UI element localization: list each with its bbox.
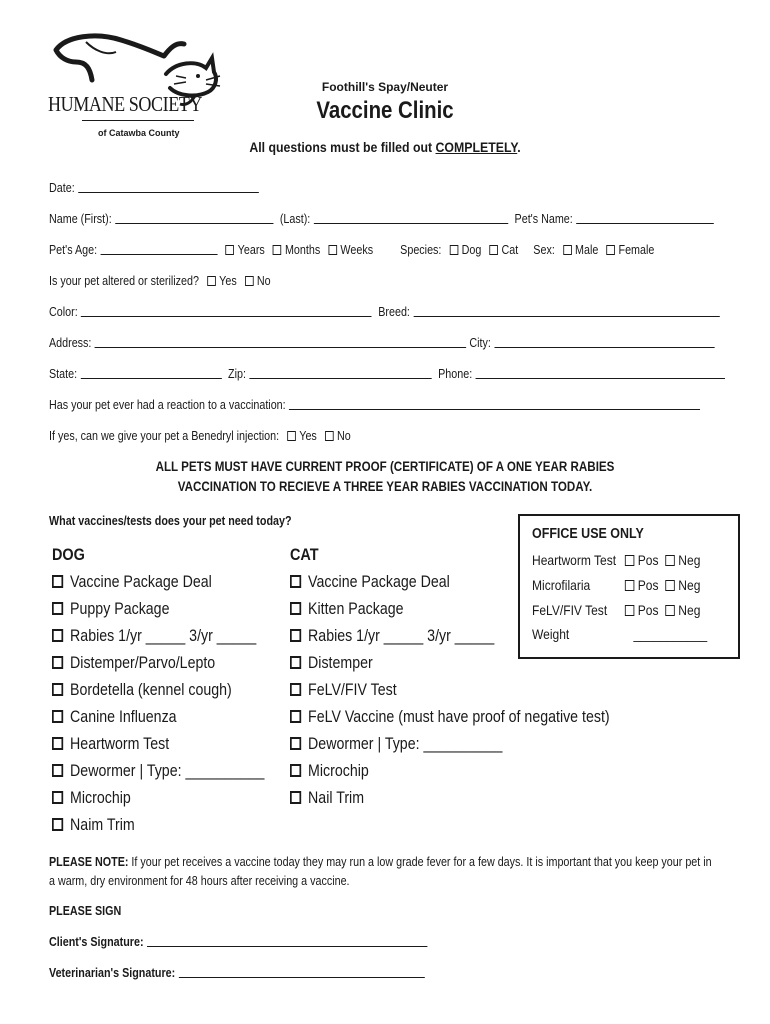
dog-vaccine-package-checkbox[interactable] (52, 575, 63, 588)
color-label: Color: (49, 305, 78, 319)
please-note-text: If your pet receives a vaccine today they may run a low grade fever for a few days. It is important that you keep your pet in a warm, dry environment for 48 hours after receiving a vaccine. (49, 855, 712, 888)
cat-item-label: FeLV/FIV Test (308, 681, 397, 699)
weeks-label: Weeks (340, 243, 374, 257)
vet-signature-label: Veterinarian's Signature: (49, 966, 176, 980)
date-label: Date: (49, 181, 75, 195)
dog-item-label: Heartworm Test (70, 735, 170, 753)
species-label: Species: (400, 243, 442, 257)
dog-rabies-checkbox[interactable] (52, 629, 63, 642)
vaccines-question: What vaccines/tests does your pet need today? (49, 514, 292, 528)
date-row (49, 181, 259, 195)
color-row (49, 305, 720, 319)
zip-field[interactable] (249, 367, 431, 379)
instructions-end: . (517, 139, 521, 155)
office-row (532, 552, 700, 568)
microfilaria-neg-checkbox[interactable] (665, 580, 674, 591)
benedryl-no-label: No (337, 429, 351, 443)
felv-vaccine-checkbox[interactable] (290, 710, 301, 723)
altered-no-label: No (256, 274, 271, 288)
neg-label: Neg (678, 602, 701, 618)
last-name-label: (Last): (279, 212, 311, 226)
dog-item (52, 573, 212, 592)
dog-item (52, 654, 215, 673)
cat-checkbox[interactable] (489, 245, 498, 255)
office-row-label: Microfilaria (532, 577, 591, 593)
cat-item (290, 600, 404, 619)
canine-influenza-checkbox[interactable] (52, 710, 63, 723)
cat-item-label: Distemper (308, 654, 373, 672)
pet-name-label: Pet's Name: (514, 212, 573, 226)
months-checkbox[interactable] (273, 245, 282, 255)
cat-distemper-checkbox[interactable] (290, 656, 301, 669)
dog-item (52, 735, 169, 754)
cat-microchip-checkbox[interactable] (290, 764, 301, 777)
male-label: Male (575, 243, 599, 257)
altered-yes-checkbox[interactable] (207, 276, 216, 286)
benedryl-label: If yes, can we give your pet a Benedryl injection: (49, 429, 280, 443)
heartworm-neg-checkbox[interactable] (665, 555, 674, 566)
please-note (49, 853, 720, 891)
cat-dewormer-checkbox[interactable] (290, 737, 301, 750)
address-field[interactable] (95, 336, 467, 348)
dog-item-label: Microchip (70, 789, 131, 807)
vet-signature-field[interactable] (179, 966, 425, 978)
male-checkbox[interactable] (563, 245, 572, 255)
dog-item-label: Rabies 1/yr _____ 3/yr _____ (70, 627, 257, 645)
state-label: State: (49, 367, 78, 381)
pet-age-label: Pet's Age: (49, 243, 98, 257)
pet-name-field[interactable] (576, 212, 714, 224)
weeks-checkbox[interactable] (328, 245, 337, 255)
vet-signature-row (49, 966, 425, 980)
instructions-emphasis: COMPLETELY (435, 139, 518, 155)
clinic-subtitle: Foothill's Spay/Neuter (321, 80, 449, 94)
first-name-label: Name (First): (49, 212, 112, 226)
office-row (532, 626, 707, 642)
cat-item (290, 735, 502, 754)
dog-checkbox[interactable] (450, 245, 459, 255)
instructions (46, 139, 724, 155)
dog-item (52, 627, 256, 646)
address-row (49, 336, 714, 350)
cat-item-label: Microchip (308, 762, 369, 780)
breed-label: Breed: (378, 305, 410, 319)
office-use-heading: OFFICE USE ONLY (532, 526, 644, 542)
cat-item (290, 708, 610, 727)
microfilaria-pos-checkbox[interactable] (625, 580, 634, 591)
dog-item-label: Distemper/Parvo/Lepto (70, 654, 216, 672)
weight-label: Weight (532, 626, 570, 642)
cat-item-label: Dewormer | Type: __________ (308, 735, 503, 753)
female-label: Female (618, 243, 655, 257)
years-checkbox[interactable] (226, 245, 235, 255)
reaction-row (49, 398, 700, 412)
altered-label: Is your pet altered or sterilized? (49, 274, 199, 288)
cat-item (290, 654, 373, 673)
office-row (532, 602, 700, 618)
cat-item-label: Nail Trim (308, 789, 365, 807)
dog-microchip-checkbox[interactable] (52, 791, 63, 804)
weight-field[interactable]: ___________ (633, 626, 708, 642)
dog-item-label: Vaccine Package Deal (70, 573, 212, 591)
pet-age-field[interactable] (101, 243, 218, 255)
altered-row (49, 274, 271, 288)
felv-fiv-pos-checkbox[interactable] (625, 605, 634, 616)
dog-item-label: Puppy Package (70, 600, 170, 618)
phone-field[interactable] (476, 367, 725, 379)
city-field[interactable] (494, 336, 714, 348)
neg-label: Neg (678, 577, 701, 593)
dog-item-label: Canine Influenza (70, 708, 177, 726)
dog-nail-trim-checkbox[interactable] (52, 818, 63, 831)
dog-heading: DOG (52, 545, 85, 564)
cat-item (290, 627, 494, 646)
dog-item (52, 708, 177, 727)
reaction-field[interactable] (289, 398, 700, 410)
benedryl-no-checkbox[interactable] (325, 431, 334, 441)
pos-label: Pos (637, 552, 659, 568)
altered-yes-label: Yes (219, 274, 237, 288)
breed-field[interactable] (413, 305, 719, 317)
logo-wordmark: HUMANE SOCIETY (48, 92, 203, 116)
address-label: Address: (49, 336, 92, 350)
cat-label: Cat (501, 243, 519, 257)
felv-fiv-neg-checkbox[interactable] (665, 605, 674, 616)
reaction-label: Has your pet ever had a reaction to a vaccination: (49, 398, 286, 412)
date-field[interactable] (78, 181, 259, 193)
cat-nail-trim-checkbox[interactable] (290, 791, 301, 804)
dog-item (52, 816, 135, 835)
sex-label: Sex: (533, 243, 555, 257)
bordetella-checkbox[interactable] (52, 683, 63, 696)
phone-label: Phone: (438, 367, 473, 381)
pos-label: Pos (637, 577, 659, 593)
name-row (49, 212, 714, 226)
please-note-label: PLEASE NOTE: (49, 855, 129, 869)
cat-rabies-checkbox[interactable] (290, 629, 301, 642)
cat-item (290, 762, 369, 781)
altered-no-checkbox[interactable] (245, 276, 254, 286)
office-row-label: FeLV/FIV Test (532, 602, 608, 618)
dog-dewormer-checkbox[interactable] (52, 764, 63, 777)
state-row (49, 367, 725, 381)
kitten-package-checkbox[interactable] (290, 602, 301, 615)
benedryl-yes-label: Yes (299, 429, 317, 443)
rabies-notice-line2: VACCINATION TO RECIEVE A THREE YEAR RABIES VACCINATION TODAY. (177, 479, 593, 494)
months-label: Months (284, 243, 321, 257)
cat-item (290, 789, 364, 808)
rabies-notice-line1: ALL PETS MUST HAVE CURRENT PROOF (CERTIFICATE) OF A ONE YEAR RABIES (155, 459, 615, 474)
female-checkbox[interactable] (606, 245, 615, 255)
cat-item (290, 681, 397, 700)
client-signature-row (49, 935, 427, 949)
years-label: Years (237, 243, 265, 257)
last-name-field[interactable] (314, 212, 508, 224)
dog-item (52, 789, 131, 808)
cat-item-label: Rabies 1/yr _____ 3/yr _____ (308, 627, 495, 645)
client-signature-field[interactable] (147, 935, 427, 947)
age-row (49, 243, 654, 257)
dog-item-label: Bordetella (kennel cough) (70, 681, 232, 699)
heartworm-pos-checkbox[interactable] (625, 555, 634, 566)
heartworm-test-checkbox[interactable] (52, 737, 63, 750)
instructions-text: All questions must be filled out (249, 139, 436, 155)
cat-item-label: Kitten Package (308, 600, 404, 618)
cat-item-label: Vaccine Package Deal (308, 573, 450, 591)
first-name-field[interactable] (115, 212, 273, 224)
state-field[interactable] (81, 367, 222, 379)
benedryl-yes-checkbox[interactable] (287, 431, 296, 441)
cat-item-label: FeLV Vaccine (must have proof of negative test) (308, 708, 610, 726)
dog-label: Dog (461, 243, 482, 257)
benedryl-row (49, 429, 351, 443)
cat-item (290, 573, 450, 592)
distemper-parvo-lepto-checkbox[interactable] (52, 656, 63, 669)
dog-item (52, 762, 264, 781)
puppy-package-checkbox[interactable] (52, 602, 63, 615)
office-row (532, 577, 700, 593)
city-label: City: (469, 336, 491, 350)
pos-label: Pos (637, 602, 659, 618)
please-sign-heading: PLEASE SIGN (49, 904, 122, 918)
office-row-label: Heartworm Test (532, 552, 617, 568)
cat-heading: CAT (290, 545, 319, 564)
page-title: Vaccine Clinic (316, 97, 454, 124)
client-signature-label: Client's Signature: (49, 935, 144, 949)
cat-vaccine-package-checkbox[interactable] (290, 575, 301, 588)
neg-label: Neg (678, 552, 701, 568)
felv-fiv-test-checkbox[interactable] (290, 683, 301, 696)
dog-item (52, 681, 232, 700)
logo-subline: of Catawba County (98, 128, 180, 138)
color-field[interactable] (81, 305, 372, 317)
office-use-box (518, 514, 740, 659)
zip-label: Zip: (228, 367, 246, 381)
dog-item (52, 600, 169, 619)
dog-item-label: Naim Trim (70, 816, 135, 834)
dog-item-label: Dewormer | Type: __________ (70, 762, 265, 780)
